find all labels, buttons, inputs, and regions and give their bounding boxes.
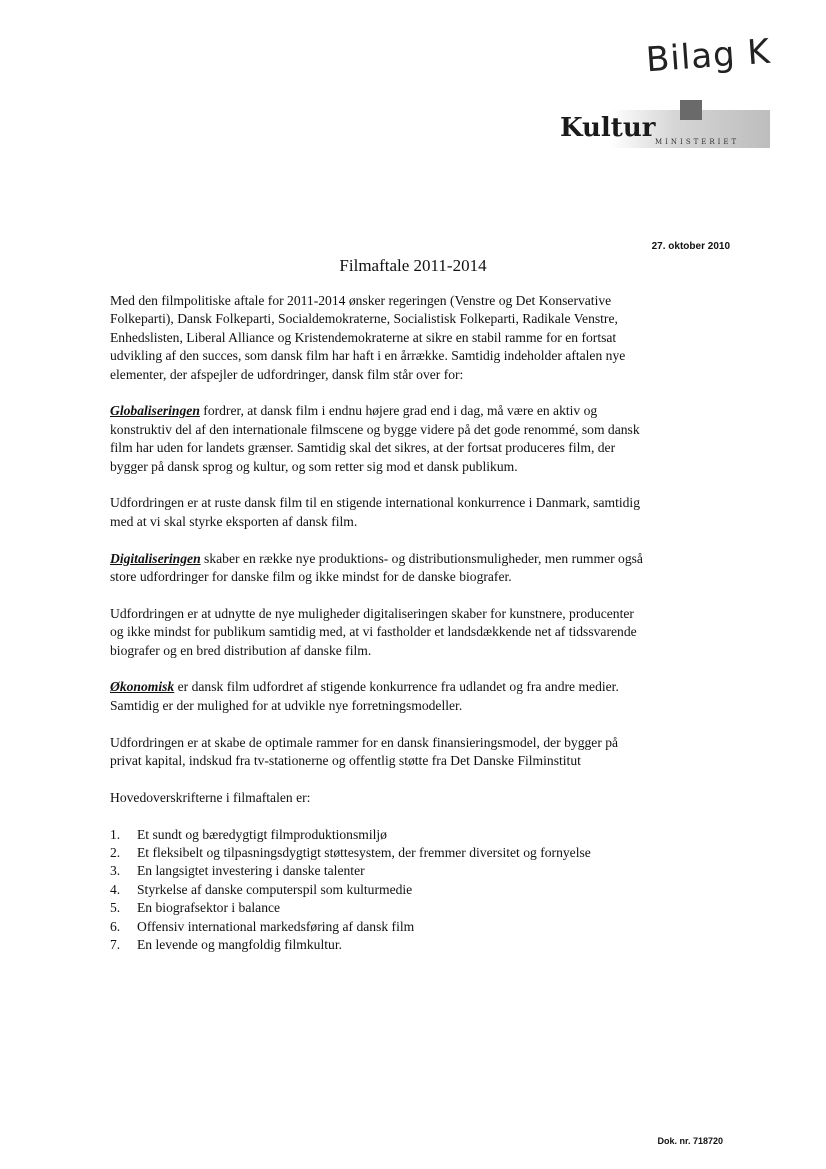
section-followup: Udfordringen er at skabe de optimale rammer for en dansk finansieringsmodel, der bygger på privat kapital, indskud fra tv-stationerne og offentlig støtte fra Det Danske Filminstitut <box>110 734 619 769</box>
list-item: 1. Et sundt og bæredygtigt filmproduktionsmiljø <box>110 826 387 842</box>
section-keyword: Digitaliseringen <box>110 550 201 566</box>
document-number: Dok. nr. 718720 <box>657 1136 723 1146</box>
section-paragraph: Digitaliseringen skaber en række nye produktions- og distributionsmuligheder, men rummer også store udfordringer for danske film og ikke mindst for de danske biografer. <box>110 550 643 585</box>
logo-word: Kultur <box>560 113 656 143</box>
list-item: 3. En langsigtet investering i danske talenter <box>110 863 365 879</box>
section-keyword: Økonomisk <box>110 679 175 695</box>
headings-list <box>110 826 650 955</box>
section-keyword: Globaliseringen <box>110 403 200 419</box>
list-item: 6. Offensiv international markedsføring af dansk film <box>110 918 415 934</box>
section-followup: Udfordringen er at udnytte de nye muligheder digitaliseringen skaber for kunstnere, producenter og ikke mindst for publikum samtidig med, at vi fastholder et landsdækkende net af tidssvarende biografer og en bred distribution af danske film. <box>110 605 637 658</box>
list-item: 7. En levende og mangfoldig filmkultur. <box>110 937 343 953</box>
page-title: Filmaftale 2011-2014 <box>339 256 487 275</box>
list-item: 4. Styrkelse af danske computerspil som kulturmedie <box>110 881 413 897</box>
crown-seal-icon <box>680 100 702 120</box>
document-body <box>110 292 650 955</box>
list-item: 2. Et fleksibelt og tilpasningsdygtigt støttesystem, der fremmer diversitet og fornyelse <box>110 845 591 861</box>
kulturministeriet-logo <box>560 100 770 152</box>
document-date: 27. oktober 2010 <box>651 241 730 252</box>
section-paragraph: Økonomisk er dansk film udfordret af stigende konkurrence fra udlandet og fra andre medier. Samtidig er der mulighed for at udvikle nye forretningsmodeller. <box>110 679 619 713</box>
section-followup: Udfordringen er at ruste dansk film til en stigende international konkurrence i Danmark, samtidig med at vi skal styrke eksporten af dansk film. <box>110 495 641 529</box>
list-intro: Hovedoverskrifterne i filmaftalen er: <box>110 789 311 805</box>
handwritten-annotation: Bilag K <box>644 31 772 81</box>
section-paragraph: Globaliseringen fordrer, at dansk film i endnu højere grad end i dag, må være en aktiv og konstruktiv del af den internationale filmscene og bygge videre på det gode renommé, som dansk film har uden for landets grænser. Samtidig skal det sikres, at der fortsat produceres film, der bygger på dansk sprog og kultur, og som retter sig mod et dansk publikum. <box>110 403 640 474</box>
logo-subtitle: MINISTERIET <box>655 138 740 146</box>
intro-paragraph: Med den filmpolitiske aftale for 2011-2014 ønsker regeringen (Venstre og Det Konservative Folkeparti), Dansk Folkeparti, Socialdemokraterne, Socialistisk Folkeparti, Radikale Venstre, Enhedslisten, Liberal Alliance og Kristendemokraterne at sikre en stabil ramme for en fortsat udvikling af den succes, som dansk film har haft i en årrække. Samtidig indeholder aftalen nye elementer, der afspejler de udfordringer, dansk film står over for: <box>110 293 626 382</box>
list-item: 5. En biografsektor i balance <box>110 900 281 916</box>
